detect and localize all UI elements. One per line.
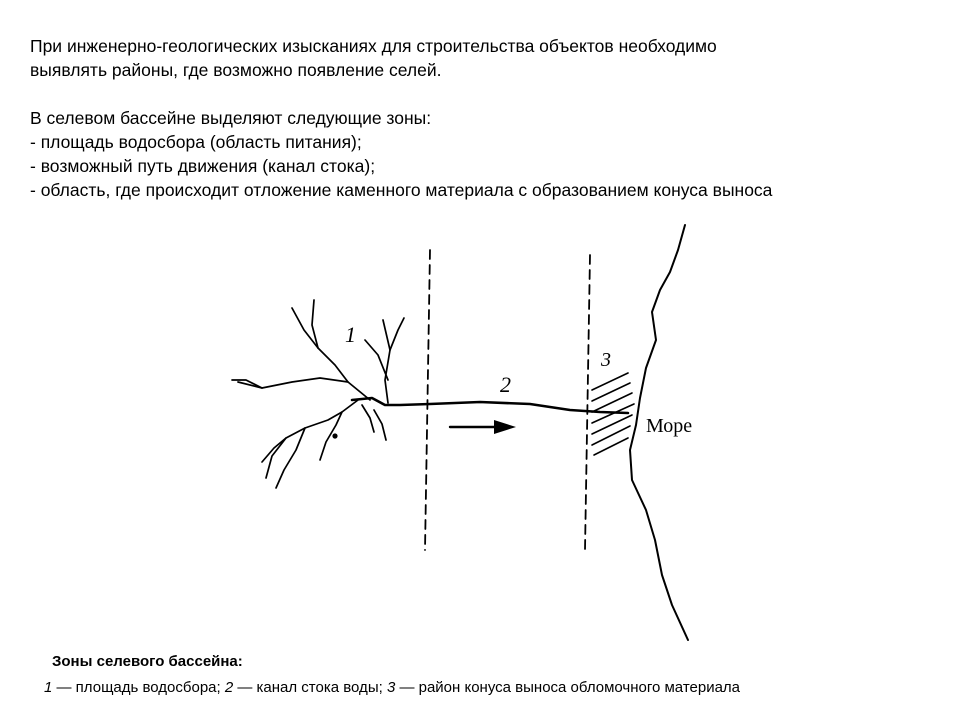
tributary-network: [232, 300, 404, 488]
basin-point: [332, 433, 337, 438]
legend-text-2: — канал стока воды;: [233, 679, 387, 696]
zone-3-label: 3: [601, 349, 611, 371]
caption-legend: [44, 679, 740, 696]
zone-boundary-2: [585, 255, 590, 550]
zone-item-catchment: - площадь водосбора (область питания);: [30, 132, 362, 152]
zone-2-label: 2: [500, 372, 511, 397]
zone-item-deposition: - область, где происходит отложение каменного материала с образованием конуса выноса: [30, 180, 773, 200]
caption-title: Зоны селевого бассейна:: [52, 653, 243, 670]
zone-1-label: 1: [345, 322, 356, 347]
intro-line-2: выявлять районы, где возможно появление селей.: [30, 60, 442, 80]
sea-label: Море: [646, 415, 693, 437]
flow-arrowhead: [494, 420, 516, 434]
legend-num-2: 2: [224, 679, 234, 696]
legend-text-1: — площадь водосбора;: [52, 679, 225, 696]
legend-text-3: — район конуса выноса обломочного материала: [395, 679, 741, 696]
zone-item-channel: - возможный путь движения (канал стока);: [30, 156, 376, 176]
zone-boundary-1: [425, 250, 430, 550]
intro-line-1: При инженерно-геологических изысканиях для строительства объектов необходимо: [30, 36, 717, 56]
legend-num-1: 1: [44, 679, 53, 696]
zones-heading: В селевом бассейне выделяют следующие зоны:: [30, 108, 432, 128]
legend-num-3: 3: [386, 679, 396, 696]
